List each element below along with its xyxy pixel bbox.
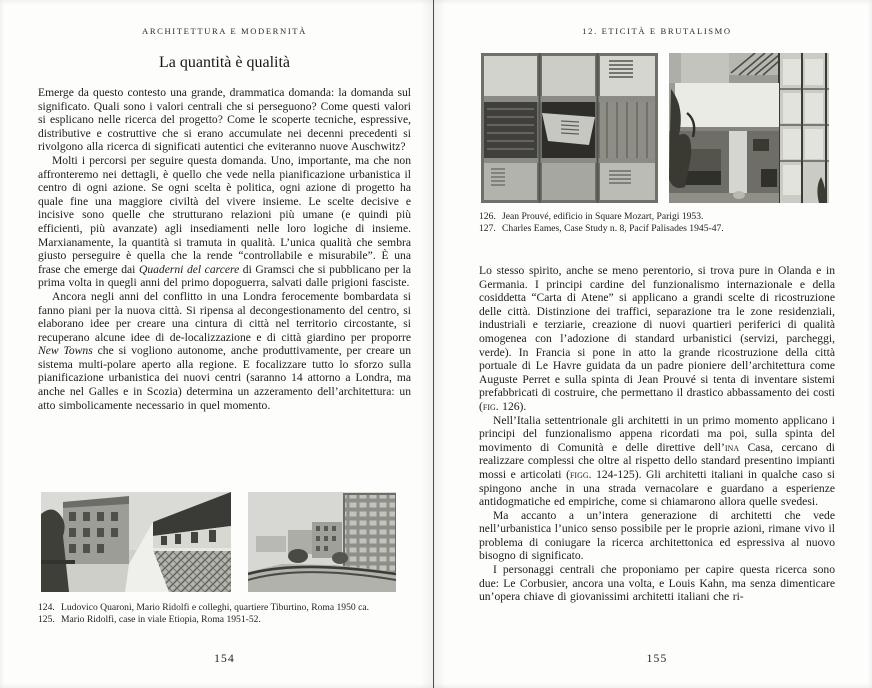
caption-text: Mario Ridolfi, case in viale Etiopia, Roma 1951-52. [61,614,261,626]
page-number-left: 154 [214,653,235,665]
right-figures [481,53,829,203]
caption-number: 127. [479,223,496,235]
figure-caption [479,211,845,223]
photo-fig-126-prouve [481,53,658,203]
left-captions [38,602,421,627]
right-captions [479,211,845,236]
running-head-right: 12. ETICITÀ E BRUTALISMO [582,26,732,36]
photo-fig-127-eames [669,53,829,203]
figure-caption [479,223,845,235]
page-number-right: 155 [646,653,668,665]
running-head-left: ARCHITETTURA E MODERNITÀ [142,26,307,36]
photo-fig-125-viale-etiopia [248,492,396,592]
caption-number: 126. [479,211,496,222]
photo-fig-124-tiburtino [41,492,231,592]
caption-number: 125. [38,614,55,626]
paragraph: Ancora negli anni del conflitto in una Londra ferocemente bombardata si fanno piani per la nuova città. Si ripensa al decongestionamento del centro, si elaborano idee per creare una cintura di città nel territorio circostante, si recuperano alcune idee di de-localizzazione e di città giardino per proporre New Towns che si vogliono autonome, anche produttivamente, per creare un sistema multi-polare aperto alla regione. E focalizzare tutto lo sforzo sulla pianificazione urbanistica dei nuovi centri (saranno 14 attorno a Londra, ma anche nel Galles e in Scozia) determina un azzeramento dell’architettura: un atto simbolicamente necessario in quel momento. [38,289,411,412]
paragraph: Ma accanto a un’intera generazione di architetti che vede nell’urbanistica l’unico senso possibile per le proprie azioni, rimane vivo il problema di coniugare la ricerca architettonica ed espressiva al nuovo bisogno di significato. [479,508,835,563]
paragraph: Molti i percorsi per seguire questa domanda. Uno, importante, ma che non affronteremo nei dettagli, è quello che vede nella pianificazione urbanistica il centro di ogni azione. Se ogni scelta è politica, ogni azione di progetto ha quale fine una maggiore civiltà del vivere insieme. Le scelte decisive e incisive sono quelle che strutturano relazioni più umane (e quindi più efficienti, più avanzate) agli insediamenti nelle loro logiche di insieme. Marxianamente, la quantità si tramuta in qualità. L’unica qualità che sembra giusto perseguire è quella che la rende “controllabile e misurabile”. È una frase che emerge dai Quaderni del carcere di Gramsci che si pubblicano per la prima volta in quegli anni del primo dopoguerra, salvati dalle prigioni fasciste. [38,153,411,290]
paragraph: Emerge da questo contesto una grande, drammatica domanda: la domanda sul significato. Quali sono i valori centrali che si perseguono? Come questi valori si esplicano nelle ricerca del progetto? Come le scoperte tecniche, espressive, distributive e costruttive che si erano accumulate nei decenni precedenti si rivolgono alla ricerca di significati autentici che eviteranno nuove Auschwitz? [38,86,411,154]
page-left [0,0,433,688]
page-right [434,0,872,688]
right-body-text [479,264,835,604]
section-title: La quantità è qualità [158,54,291,71]
caption-text: Jean Prouvé, edificio in Square Mozart, Parigi 1953. [502,211,704,222]
figure-caption [38,602,421,614]
left-figures [41,492,396,592]
figure-caption [38,614,421,626]
paragraph: Lo stesso spirito, anche se meno perentorio, si trova pure in Olanda e in Germania. I principi cardine del funzionalismo internazionale e della cosiddetta “Carta di Atene” si applicano a grandi scelte di ricostruzione delle città. Distinzione dei traffici, separazione tra le zone residenziali, industriali e terziarie, creazione di nuovi quartieri periferici di qualità omogenea con l’adozione di standard urbanistici (servizi, parcheggi, verde). In Francia si pone in atto la grande ricostruzione della città portuale di Le Havre guidata da un padre pioniere dell’architettura come Auguste Perret e sulla spinta di Jean Prouvé si tenta di inventare sistemi prefabbricati di costruire, che permettano il drastico abbassamento dei costi (fig. 126). [479,264,835,413]
left-body-text [38,86,411,412]
gutter-shadow-left [421,0,433,688]
caption-text: Ludovico Quaroni, Mario Ridolfi e colleghi, quartiere Tiburtino, Roma 1950 ca. [61,602,370,613]
paragraph: I personaggi centrali che proponiamo per capire questa ricerca sono due: Le Corbusier, ancora una volta, e Louis Kahn, ma senza dimenticare un’opera chiave di giovanissimi architetti italiani che ri- [479,563,835,604]
caption-number: 124. [38,602,55,613]
caption-text: Charles Eames, Case Study n. 8, Pacif Palisades 1945-47. [502,223,724,235]
paragraph: Nell’Italia settentrionale gli architetti in un primo momento applicano i principi del funzionalismo appena ricordati ma poi, sulla spinta del movimento di Comunità e delle direttive dell’ina Casa, cercano di realizzare complessi che oltre al rispetto dello standard presentino impianti mossi e articolati (figg. 124-125). Gli architetti italiani in qualche caso si spingono anche in una strada vernacolare e guardano a esperienze antidogmatiche ed empiriche, come si chiamarono allora quelle svedesi. [479,413,836,509]
